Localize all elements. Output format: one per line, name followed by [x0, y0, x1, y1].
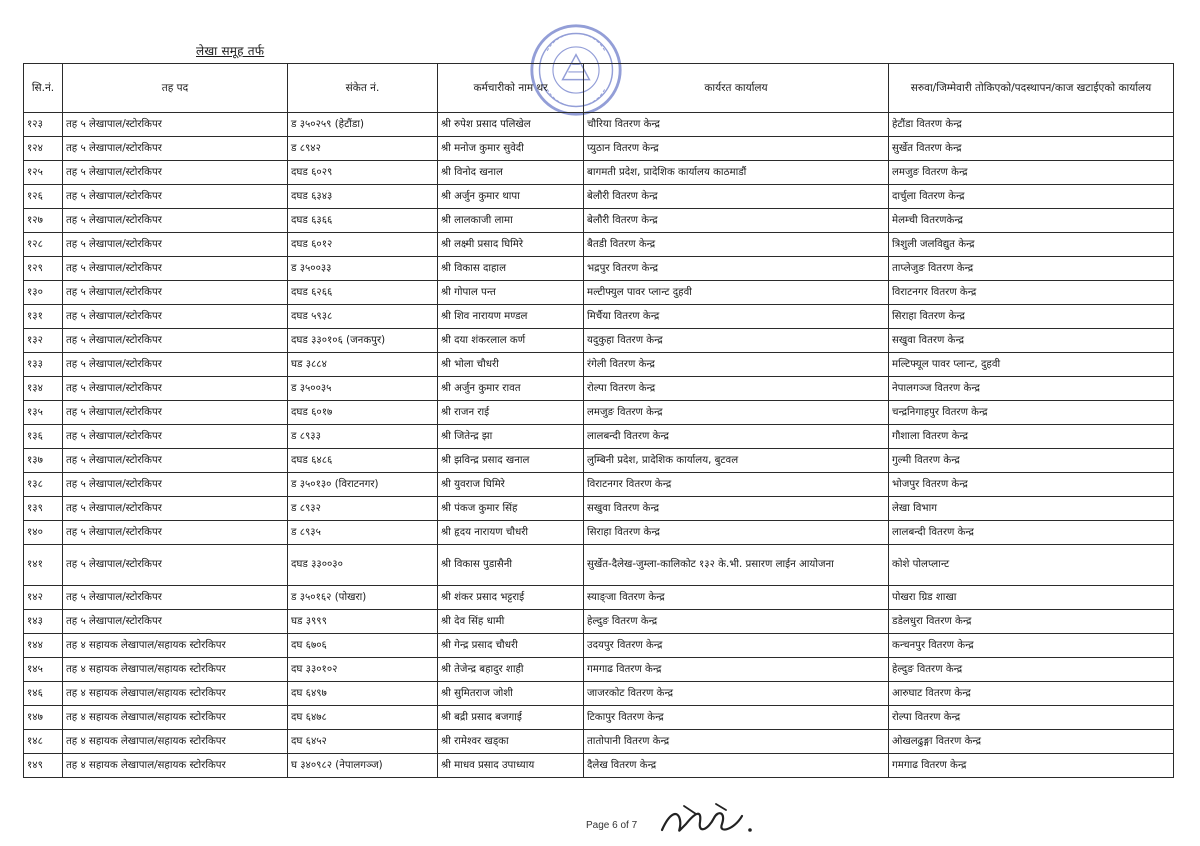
cell-current-office: बागमती प्रदेश, प्रादेशिक कार्यालय काठमाडौं [584, 161, 889, 185]
cell-assigned-office: सिराहा वितरण केन्द्र [889, 305, 1174, 329]
cell-serial: १२३ [24, 113, 63, 137]
table-row [24, 113, 1174, 137]
header-code-number: संकेत नं. [288, 64, 438, 113]
cell-level-post: तह ५ लेखापाल/स्टोरकिपर [63, 257, 288, 281]
cell-current-office: रंगेली वितरण केन्द्र [584, 353, 889, 377]
cell-current-office: दैलेख वितरण केन्द्र [584, 754, 889, 778]
table-row [24, 754, 1174, 778]
cell-employee-name: श्री झविन्द्र प्रसाद खनाल [438, 449, 584, 473]
header-assigned-office: सरुवा/जिम्मेवारी तोकिएको/पदस्थापन/काज खटाईएको कार्यालय [889, 64, 1174, 113]
cell-code-number: दघ ३३०१०२ [288, 658, 438, 682]
cell-level-post: तह ५ लेखापाल/स्टोरकिपर [63, 377, 288, 401]
table-row [24, 473, 1174, 497]
cell-current-office: बेलौरी वितरण केन्द्र [584, 209, 889, 233]
cell-level-post: तह ५ लेखापाल/स्टोरकिपर [63, 281, 288, 305]
cell-level-post: तह ५ लेखापाल/स्टोरकिपर [63, 233, 288, 257]
cell-assigned-office: गुल्मी वितरण केन्द्र [889, 449, 1174, 473]
cell-current-office: उदयपुर वितरण केन्द्र [584, 634, 889, 658]
cell-code-number: दघड ६०१७ [288, 401, 438, 425]
cell-assigned-office: विराटनगर वितरण केन्द्र [889, 281, 1174, 305]
cell-level-post: तह ४ सहायक लेखापाल/सहायक स्टोरकिपर [63, 730, 288, 754]
cell-assigned-office: दार्चुला वितरण केन्द्र [889, 185, 1174, 209]
cell-assigned-office: हेल्दुङ वितरण केन्द्र [889, 658, 1174, 682]
table-row [24, 521, 1174, 545]
cell-employee-name: श्री विनोद खनाल [438, 161, 584, 185]
cell-assigned-office: सखुवा वितरण केन्द्र [889, 329, 1174, 353]
cell-assigned-office: रोल्पा वितरण केन्द्र [889, 706, 1174, 730]
cell-current-office: गमगाढ वितरण केन्द्र [584, 658, 889, 682]
cell-level-post: तह ५ लेखापाल/स्टोरकिपर [63, 610, 288, 634]
cell-employee-name: श्री विकास पुडासैनी [438, 545, 584, 586]
cell-serial: १४९ [24, 754, 63, 778]
table-row [24, 377, 1174, 401]
cell-code-number: ड ८९४२ [288, 137, 438, 161]
table-row [24, 425, 1174, 449]
cell-serial: १३१ [24, 305, 63, 329]
table-row [24, 730, 1174, 754]
cell-employee-name: श्री पंकज कुमार सिंह [438, 497, 584, 521]
cell-employee-name: श्री हृदय नारायण चौधरी [438, 521, 584, 545]
cell-level-post: तह ५ लेखापाल/स्टोरकिपर [63, 209, 288, 233]
cell-assigned-office: लेखा विभाग [889, 497, 1174, 521]
table-row [24, 209, 1174, 233]
cell-current-office: भद्रपुर वितरण केन्द्र [584, 257, 889, 281]
cell-level-post: तह ५ लेखापाल/स्टोरकिपर [63, 449, 288, 473]
cell-serial: १४६ [24, 682, 63, 706]
cell-assigned-office: ताप्लेजुङ वितरण केन्द्र [889, 257, 1174, 281]
cell-level-post: तह ५ लेखापाल/स्टोरकिपर [63, 401, 288, 425]
table-row [24, 586, 1174, 610]
cell-current-office: लालबन्दी वितरण केन्द्र [584, 425, 889, 449]
table-row [24, 137, 1174, 161]
cell-employee-name: श्री सुमितराज जोशी [438, 682, 584, 706]
cell-assigned-office: गौशाला वितरण केन्द्र [889, 425, 1174, 449]
transfer-table [23, 63, 1174, 778]
table-row [24, 401, 1174, 425]
table-row [24, 305, 1174, 329]
cell-current-office: सिराहा वितरण केन्द्र [584, 521, 889, 545]
header-employee-name: कर्मचारीको नाम थर [438, 64, 584, 113]
table-row [24, 449, 1174, 473]
cell-serial: १२८ [24, 233, 63, 257]
table-body [24, 113, 1174, 778]
cell-assigned-office: पोखरा ग्रिड शाखा [889, 586, 1174, 610]
cell-employee-name: श्री जितेन्द्र झा [438, 425, 584, 449]
table-row [24, 233, 1174, 257]
section-title: लेखा समूह तर्फ [196, 44, 265, 58]
cell-code-number: दघ ६४५२ [288, 730, 438, 754]
cell-current-office: रोल्पा वितरण केन्द्र [584, 377, 889, 401]
cell-current-office: प्युठान वितरण केन्द्र [584, 137, 889, 161]
cell-employee-name: श्री रुपेश प्रसाद पलिखेल [438, 113, 584, 137]
cell-serial: १३२ [24, 329, 63, 353]
table-row [24, 497, 1174, 521]
cell-level-post: तह ५ लेखापाल/स्टोरकिपर [63, 329, 288, 353]
cell-current-office: जाजरकोट वितरण केन्द्र [584, 682, 889, 706]
cell-serial: १४८ [24, 730, 63, 754]
cell-level-post: तह ५ लेखापाल/स्टोरकिपर [63, 473, 288, 497]
cell-level-post: तह ५ लेखापाल/स्टोरकिपर [63, 137, 288, 161]
cell-level-post: तह ५ लेखापाल/स्टोरकिपर [63, 545, 288, 586]
table-row [24, 706, 1174, 730]
cell-code-number: दघड ६०२९ [288, 161, 438, 185]
cell-code-number: घ ३४०९८२ (नेपालगञ्ज) [288, 754, 438, 778]
cell-current-office: स्याङ्जा वितरण केन्द्र [584, 586, 889, 610]
cell-serial: १४७ [24, 706, 63, 730]
cell-level-post: तह ५ लेखापाल/स्टोरकिपर [63, 586, 288, 610]
cell-level-post: तह ५ लेखापाल/स्टोरकिपर [63, 497, 288, 521]
table-row [24, 682, 1174, 706]
cell-employee-name: श्री लक्ष्मी प्रसाद घिमिरे [438, 233, 584, 257]
cell-current-office: चौरिया वितरण केन्द्र [584, 113, 889, 137]
cell-employee-name: श्री भोला चौधरी [438, 353, 584, 377]
cell-code-number: ड ३५०१६२ (पोखरा) [288, 586, 438, 610]
table-row [24, 353, 1174, 377]
cell-assigned-office: भोजपुर वितरण केन्द्र [889, 473, 1174, 497]
cell-code-number: घड ३९९९ [288, 610, 438, 634]
cell-employee-name: श्री शंकर प्रसाद भट्टराई [438, 586, 584, 610]
cell-code-number: ड ८९३५ [288, 521, 438, 545]
cell-code-number: ड ८९३२ [288, 497, 438, 521]
cell-serial: १३७ [24, 449, 63, 473]
cell-serial: १४० [24, 521, 63, 545]
table-row [24, 281, 1174, 305]
cell-level-post: तह ४ सहायक लेखापाल/सहायक स्टोरकिपर [63, 658, 288, 682]
cell-level-post: तह ५ लेखापाल/स्टोरकिपर [63, 425, 288, 449]
cell-employee-name: श्री युवराज घिमिरे [438, 473, 584, 497]
cell-assigned-office: डडेलधुरा वितरण केन्द्र [889, 610, 1174, 634]
table-row [24, 545, 1174, 586]
cell-employee-name: श्री शिव नारायण मण्डल [438, 305, 584, 329]
cell-employee-name: श्री दया शंकरलाल कर्ण [438, 329, 584, 353]
cell-serial: १४२ [24, 586, 63, 610]
cell-employee-name: श्री अर्जुन कुमार थापा [438, 185, 584, 209]
cell-serial: १४४ [24, 634, 63, 658]
cell-code-number: दघ ६४७८ [288, 706, 438, 730]
cell-assigned-office: नेपालगञ्ज वितरण केन्द्र [889, 377, 1174, 401]
cell-current-office: सखुवा वितरण केन्द्र [584, 497, 889, 521]
cell-employee-name: श्री अर्जुन कुमार रावत [438, 377, 584, 401]
cell-assigned-office: मेलम्ची वितरणकेन्द्र [889, 209, 1174, 233]
cell-code-number: ड ३५०१३० (विराटनगर) [288, 473, 438, 497]
cell-employee-name: श्री रामेश्वर खड्का [438, 730, 584, 754]
cell-employee-name: श्री विकास दाहाल [438, 257, 584, 281]
cell-code-number: ड ३५००३३ [288, 257, 438, 281]
cell-current-office: बैतडी वितरण केन्द्र [584, 233, 889, 257]
cell-assigned-office: हेटौंडा वितरण केन्द्र [889, 113, 1174, 137]
table-row [24, 658, 1174, 682]
table-row [24, 634, 1174, 658]
cell-serial: १४३ [24, 610, 63, 634]
cell-employee-name: श्री गोपाल पन्त [438, 281, 584, 305]
cell-code-number: ड ३५००३५ [288, 377, 438, 401]
signature [656, 800, 766, 844]
cell-current-office: यदुकुहा वितरण केन्द्र [584, 329, 889, 353]
cell-code-number: दघड ३३००३० [288, 545, 438, 586]
cell-level-post: तह ५ लेखापाल/स्टोरकिपर [63, 185, 288, 209]
cell-current-office: मिर्चैया वितरण केन्द्र [584, 305, 889, 329]
cell-assigned-office: कन्चनपुर वितरण केन्द्र [889, 634, 1174, 658]
cell-employee-name: श्री माधव प्रसाद उपाध्याय [438, 754, 584, 778]
cell-serial: १४५ [24, 658, 63, 682]
header-current-office: कार्यरत कार्यालय [584, 64, 889, 113]
table-row [24, 161, 1174, 185]
cell-code-number: दघड ३३०१०६ (जनकपुर) [288, 329, 438, 353]
header-level-post: तह पद [63, 64, 288, 113]
cell-code-number: ड ८९३३ [288, 425, 438, 449]
table-row [24, 610, 1174, 634]
cell-serial: १२४ [24, 137, 63, 161]
cell-level-post: तह ४ सहायक लेखापाल/सहायक स्टोरकिपर [63, 706, 288, 730]
cell-code-number: दघड ६२६६ [288, 281, 438, 305]
cell-level-post: तह ४ सहायक लेखापाल/सहायक स्टोरकिपर [63, 682, 288, 706]
cell-assigned-office: मल्टिफ्यूल पावर प्लान्ट, दुहवी [889, 353, 1174, 377]
page-number: Page 6 of 7 [586, 820, 638, 831]
cell-employee-name: श्री लालकाजी लामा [438, 209, 584, 233]
table-row [24, 185, 1174, 209]
cell-code-number: दघड ५९३८ [288, 305, 438, 329]
cell-serial: १२९ [24, 257, 63, 281]
cell-level-post: तह ५ लेखापाल/स्टोरकिपर [63, 161, 288, 185]
cell-code-number: दघड ६३४३ [288, 185, 438, 209]
cell-level-post: तह ४ सहायक लेखापाल/सहायक स्टोरकिपर [63, 754, 288, 778]
table-header-row [24, 64, 1174, 113]
cell-serial: १३५ [24, 401, 63, 425]
cell-serial: १३८ [24, 473, 63, 497]
cell-current-office: तातोपानी वितरण केन्द्र [584, 730, 889, 754]
cell-current-office: लुम्बिनी प्रदेश, प्रादेशिक कार्यालय, बुटवल [584, 449, 889, 473]
cell-employee-name: श्री मनोज कुमार सुवेदी [438, 137, 584, 161]
cell-assigned-office: लालबन्दी वितरण केन्द्र [889, 521, 1174, 545]
cell-level-post: तह ४ सहायक लेखापाल/सहायक स्टोरकिपर [63, 634, 288, 658]
cell-current-office: विराटनगर वितरण केन्द्र [584, 473, 889, 497]
cell-serial: १३० [24, 281, 63, 305]
cell-assigned-office: लमजुङ वितरण केन्द्र [889, 161, 1174, 185]
cell-code-number: दघ ६७०६ [288, 634, 438, 658]
cell-assigned-office: सुर्खेत वितरण केन्द्र [889, 137, 1174, 161]
cell-serial: १३६ [24, 425, 63, 449]
cell-current-office: टिकापुर वितरण केन्द्र [584, 706, 889, 730]
cell-code-number: दघड ६३६६ [288, 209, 438, 233]
cell-code-number: दघ ६४९७ [288, 682, 438, 706]
cell-current-office: लमजुङ वितरण केन्द्र [584, 401, 889, 425]
cell-level-post: तह ५ लेखापाल/स्टोरकिपर [63, 353, 288, 377]
cell-employee-name: श्री गेन्द्र प्रसाद चौधरी [438, 634, 584, 658]
cell-assigned-office: गमगाढ वितरण केन्द्र [889, 754, 1174, 778]
cell-current-office: मल्टीफ्युल पावर प्लान्ट दुहवी [584, 281, 889, 305]
cell-serial: १३३ [24, 353, 63, 377]
cell-employee-name: श्री राजन राई [438, 401, 584, 425]
cell-level-post: तह ५ लेखापाल/स्टोरकिपर [63, 113, 288, 137]
table-row [24, 257, 1174, 281]
cell-level-post: तह ५ लेखापाल/स्टोरकिपर [63, 305, 288, 329]
table-row [24, 329, 1174, 353]
cell-employee-name: श्री तेजेन्द्र बहादुर शाही [438, 658, 584, 682]
cell-current-office: बेलौरी वितरण केन्द्र [584, 185, 889, 209]
cell-code-number: दघड ६०१२ [288, 233, 438, 257]
cell-assigned-office: आरुघाट वितरण केन्द्र [889, 682, 1174, 706]
cell-assigned-office: ओखलढुङ्गा वितरण केन्द्र [889, 730, 1174, 754]
cell-assigned-office: कोशे पोलप्लान्ट [889, 545, 1174, 586]
cell-code-number: ड ३५०२५९ (हेटौंडा) [288, 113, 438, 137]
cell-code-number: घड ३८८४ [288, 353, 438, 377]
header-serial: सि.नं. [24, 64, 63, 113]
cell-current-office: सुर्खेत-दैलेख-जुम्ला-कालिकोट १३२ के.भी. प्रसारण लाईन आयोजना [584, 545, 889, 586]
cell-level-post: तह ५ लेखापाल/स्टोरकिपर [63, 521, 288, 545]
cell-serial: १३९ [24, 497, 63, 521]
cell-current-office: हेल्दुङ वितरण केन्द्र [584, 610, 889, 634]
cell-serial: १३४ [24, 377, 63, 401]
cell-employee-name: श्री बद्री प्रसाद बजगाई [438, 706, 584, 730]
cell-assigned-office: चन्द्रनिगाहपुर वितरण केन्द्र [889, 401, 1174, 425]
cell-serial: १२६ [24, 185, 63, 209]
cell-code-number: दघड ६४८६ [288, 449, 438, 473]
cell-assigned-office: त्रिशुली जलविद्युत केन्द्र [889, 233, 1174, 257]
cell-serial: १२७ [24, 209, 63, 233]
cell-employee-name: श्री देव सिंह धामी [438, 610, 584, 634]
cell-serial: १४१ [24, 545, 63, 586]
cell-serial: १२५ [24, 161, 63, 185]
